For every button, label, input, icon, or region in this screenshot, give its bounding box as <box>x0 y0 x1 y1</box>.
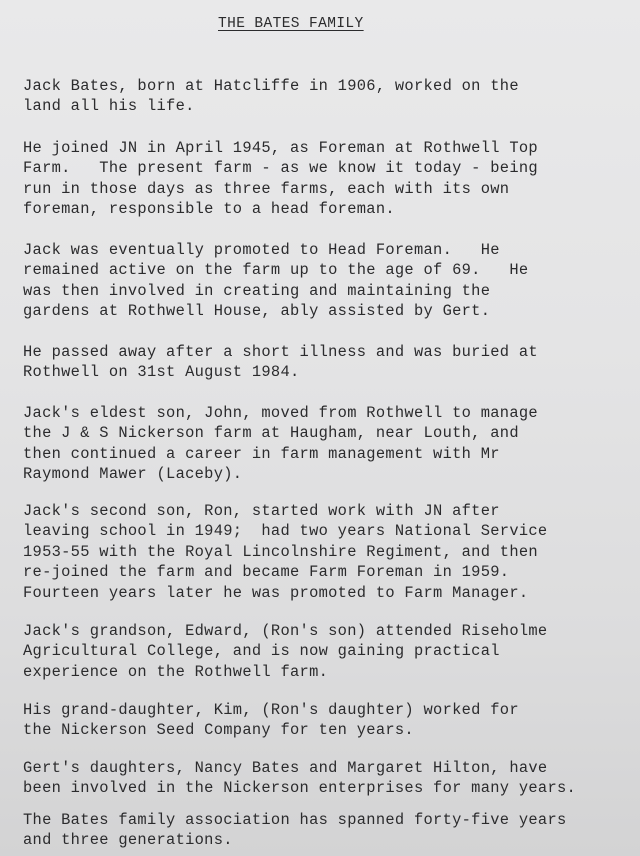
text-line: The Bates family association has spanned forty-five years <box>23 811 567 829</box>
text-line: and three generations. <box>23 831 233 850</box>
text-line: run in those days as three farms, each with its own <box>23 179 510 198</box>
text-line: He joined JN in April 1945, as Foreman at Rothwell Top <box>23 139 538 157</box>
paragraph-eldest-son <box>23 403 623 485</box>
paragraph-association <box>23 810 623 851</box>
text-line: been involved in the Nickerson enterprises for many years. <box>23 779 577 798</box>
text-line: the J & S Nickerson farm at Haugham, near Louth, and <box>23 424 519 443</box>
text-line: was then involved in creating and maintaining the <box>23 281 491 300</box>
text-line: the Nickerson Seed Company for ten years. <box>23 721 414 740</box>
text-line: Rothwell on 31st August 1984. <box>23 363 300 382</box>
text-line: Jack's second son, Ron, started work with JN after <box>23 502 500 520</box>
text-line: Farm. The present farm - as we know it today - being <box>23 159 538 178</box>
paragraph-birth <box>23 76 623 117</box>
text-line: experience on the Rothwell farm. <box>23 662 329 681</box>
document-title: THE BATES FAMILY <box>218 16 364 32</box>
text-line: remained active on the farm up to the age of 69. He <box>23 261 529 280</box>
text-line: land all his life. <box>23 97 195 116</box>
text-line: His grand-daughter, Kim, (Ron's daughter) worked for <box>23 701 519 719</box>
text-line: leaving school in 1949; had two years National Service <box>23 522 548 541</box>
text-line: Jack Bates, born at Hatcliffe in 1906, worked on the <box>23 77 519 95</box>
text-line: then continued a career in farm management with Mr <box>23 444 500 463</box>
paragraph-grand-daughter <box>23 700 623 741</box>
text-line: Jack was eventually promoted to Head Foreman. He <box>23 241 500 259</box>
text-line: Gert's daughters, Nancy Bates and Margaret Hilton, have <box>23 759 548 777</box>
paragraph-second-son <box>23 501 623 603</box>
text-line: 1953-55 with the Royal Lincolnshire Regiment, and then <box>23 542 538 561</box>
text-line: Jack's grandson, Edward, (Ron's son) attended Riseholme <box>23 622 548 640</box>
paragraph-passed-away <box>23 342 623 383</box>
text-line: foreman, responsible to a head foreman. <box>23 200 395 219</box>
text-line: re-joined the farm and became Farm Foreman in 1959. <box>23 563 510 582</box>
text-line: Agricultural College, and is now gaining practical <box>23 642 500 661</box>
text-line: He passed away after a short illness and was buried at <box>23 343 538 361</box>
paragraph-joined-jn <box>23 138 623 220</box>
text-line: gardens at Rothwell House, ably assisted by Gert. <box>23 302 491 321</box>
paragraph-head-foreman <box>23 240 623 322</box>
text-line: Jack's eldest son, John, moved from Rothwell to manage <box>23 404 538 422</box>
paragraph-grandson <box>23 621 623 682</box>
text-line: Raymond Mawer (Laceby). <box>23 465 243 484</box>
paragraph-gerts-daughters <box>23 758 623 799</box>
text-line: Fourteen years later he was promoted to Farm Manager. <box>23 583 529 602</box>
